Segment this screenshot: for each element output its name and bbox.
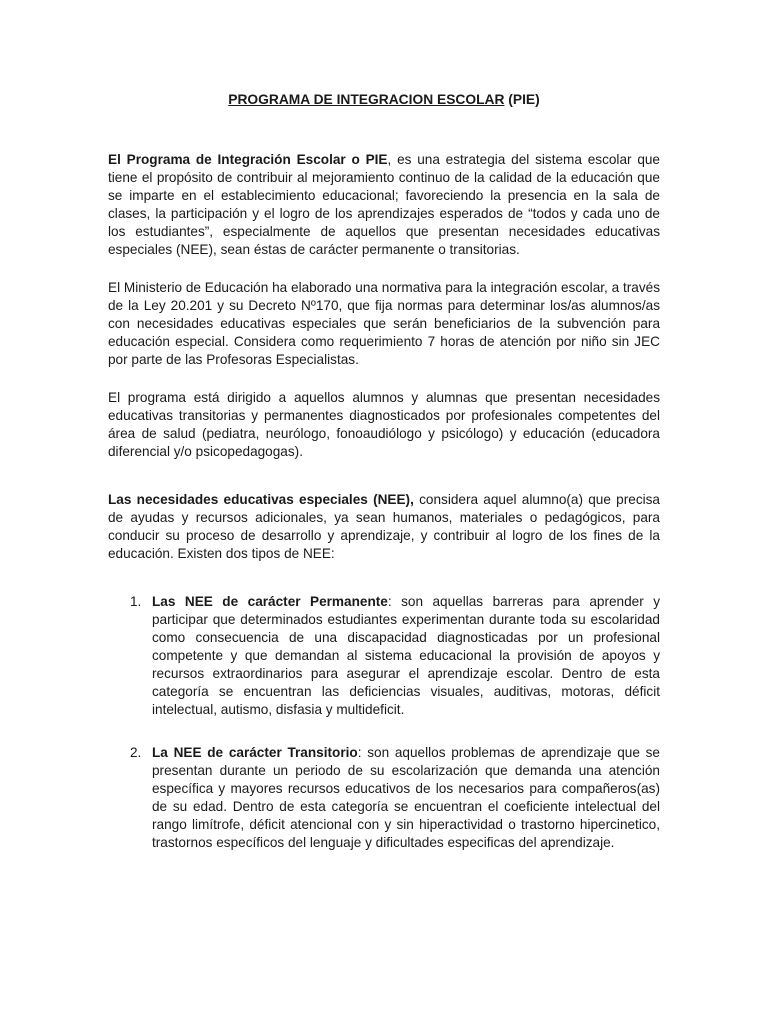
list-item-number: 1. [130,594,142,609]
paragraph-pie-definition-text: , es una estrategia del sistema escolar que tiene el propósito de contribuir al mejoramiento continuo de la calidad de la educación que se imparte en el establecimiento educacional; favoreciendo la presencia en la sala de clases, la participación y el logro de los aprendizajes esperados de “todos y cada uno de los estudiantes”, especialmente de aquellos que presentan necesidades educativas especiales (NEE), sean éstas de carácter permanente o transitorias. [108,152,660,257]
list-item-transitorio-text [152,744,660,852]
paragraph-programa-dirigido-text: El programa está dirigido a aquellos alumnos y alumnas que presentan necesidades educativas transitorias y permanentes diagnosticados por profesionales competentes del área de salud (pediatra, neurólogo, fonoaudiólogo y psicólogo) y educación (educadora diferencial y/o psicopedagogas). [108,390,660,459]
paragraph-nee-definition-text: considera aquel alumno(a) que precisa de ayudas y recursos adicionales, ya sean humanos, materiales o pedagógicos, para conducir su proceso de desarrollo y aprendizaje, y contribuir al logro de los fines de la educación. Existen dos tipos de NEE: [108,492,660,561]
paragraph-ministerio-text: El Ministerio de Educación ha elaborado una normativa para la integración escolar, a través de la Ley 20.201 y su Decreto Nº170, que fija normas para determinar los/as alumnos/as con necesidades educativas especiales que serán beneficiarios de la subvención para educación especial. Considera como requerimiento 7 horas de atención por niño sin JEC por parte de las Profesoras Especialistas. [108,280,660,367]
list-item-permanente-text [152,593,660,719]
paragraph-pie-definition [108,151,660,259]
list-item-transitorio-body: : son aquellos problemas de aprendizaje que se presentan durante un periodo de su escolarización que demanda una atención específica y mayores recursos educativos de los necesarios para compañeros(as) de su edad. Dentro de esta categoría se encuentran el coeficiente intelectual del rango limítrofe, déficit atencional con y sin hiperactividad o trastorno hipercinetico, trastornos específicos del lenguaje y dificultades especificas del aprendizaje. [152,745,660,850]
list-item-permanente-bold: Las NEE de carácter Permanente [152,594,388,609]
list-item-number: 2. [130,745,142,760]
title-suffix: (PIE) [508,92,540,107]
list-item-transitorio-bold: La NEE de carácter Transitorio [152,745,358,760]
paragraph-programa-dirigido [108,389,660,461]
document-title [108,91,660,109]
paragraph-ministerio [108,279,660,369]
title-underlined: PROGRAMA DE INTEGRACION ESCOLAR [228,92,505,107]
list-item-permanente-body: : son aquellas barreras para aprender y participar que determinados estudiantes experimentan durante toda su escolaridad como consecuencia de una discapacidad diagnosticadas por un profesional competente y que demandan al sistema educacional la provisión de apoyos y recursos extraordinarios para asegurar el aprendizaje escolar. Dentro de esta categoría se encuentran las deficiencias visuales, auditivas, motoras, déficit intelectual, autismo, disfasia y multideficit. [152,594,661,717]
paragraph-nee-definition [108,491,660,563]
paragraph-pie-definition-bold: El Programa de Integración Escolar o PIE [108,152,388,167]
paragraph-nee-definition-bold: Las necesidades educativas especiales (NEE), [108,492,414,507]
